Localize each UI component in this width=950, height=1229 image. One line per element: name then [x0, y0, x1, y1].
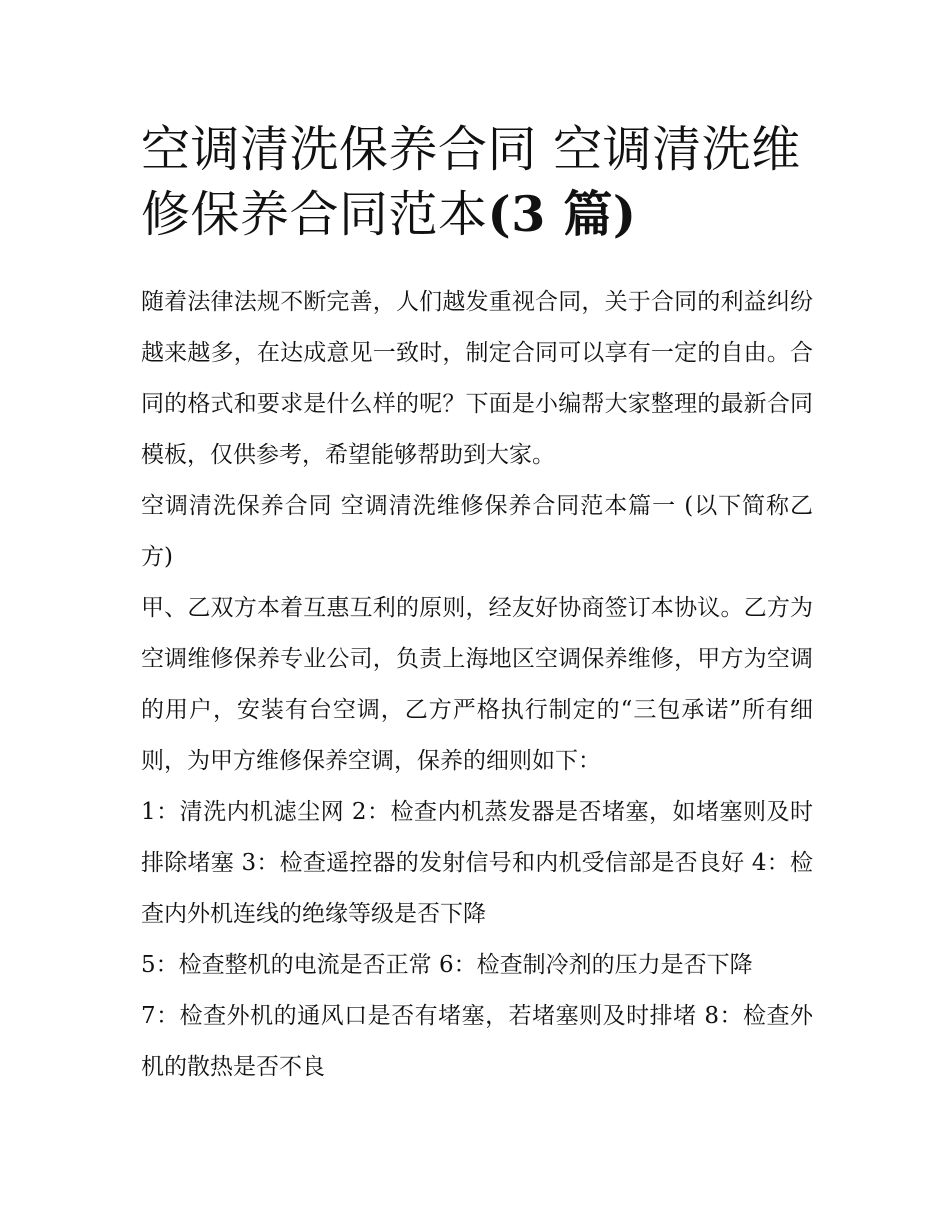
maintenance-items-7-8: 7：检查外机的通风口是否有堵塞，若堵塞则及时排堵 8：检查外机的散热是否不良: [141, 1003, 813, 1080]
maintenance-items-1-4: 1：清洗内机滤尘网 2：检查内机蒸发器是否堵塞，如堵塞则及时排除堵塞 3：检查遥控器的发射信号和内机受信部是否良好 4：检查内外机连线的绝缘等级是否下降: [141, 799, 813, 927]
section-heading: 空调清洗保养合同 空调清洗维修保养合同范本篇一 (以下简称乙方): [141, 493, 813, 570]
title-count: (3 篇): [487, 185, 637, 243]
title-main: 空调清洗保养合同 空调清洗维修保养合同范本: [141, 121, 801, 243]
document-title: [141, 118, 821, 247]
document-body: [141, 277, 813, 1093]
agreement-paragraph: 甲、乙双方本着互惠互利的原则，经友好协商签订本协议。乙方为空调维修保养专业公司，负责上海地区空调保养维修，甲方为空调的用户，安装有台空调，乙方严格执行制定的“三包承诺”所有细则，为甲方维修保养空调，保养的细则如下：: [141, 595, 813, 774]
intro-paragraph: 随着法律法规不断完善，人们越发重视合同，关于合同的利益纠纷越来越多，在达成意见一致时，制定合同可以享有一定的自由。合同的格式和要求是什么样的呢？下面是小编帮大家整理的最新合同模板，仅供参考，希望能够帮助到大家。: [141, 289, 813, 468]
maintenance-items-5-6: 5：检查整机的电流是否正常 6：检查制冷剂的压力是否下降: [141, 952, 753, 978]
